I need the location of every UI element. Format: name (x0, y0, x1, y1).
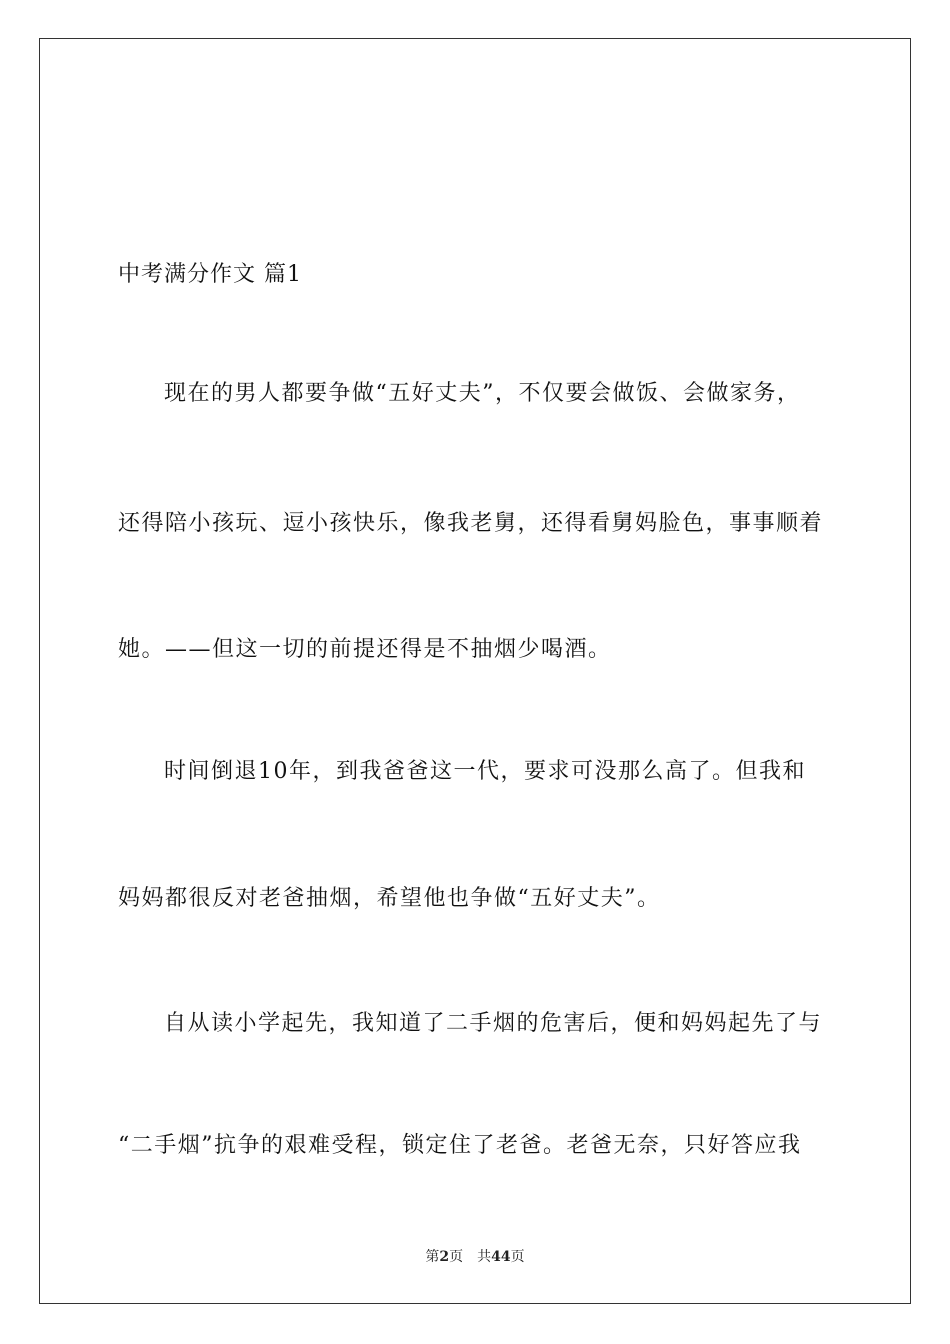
paragraph-1-line-2: 还得陪小孩玩、逗小孩快乐，像我老舅，还得看舅妈脸色，事事顺着 (118, 511, 824, 536)
essay-title: 中考满分作文 篇1 (118, 262, 302, 287)
paragraph-1-line-1: 现在的男人都要争做“五好丈夫”，不仅要会做饭、会做家务， (164, 381, 801, 406)
total-prefix: 共 (477, 1249, 492, 1265)
paragraph-3-line-2: “二手烟”抗争的艰难受程，锁定住了老爸。老爸无奈，只好答应我 (118, 1133, 802, 1158)
page-border (39, 38, 911, 1304)
page-prefix: 第 (425, 1249, 440, 1265)
paragraph-2-line-2: 妈妈都很反对老爸抽烟，希望他也争做“五好丈夫”。 (118, 886, 661, 911)
page-suffix: 页 (449, 1249, 464, 1265)
paragraph-1-line-3: 她。——但这一切的前提还得是不抽烟少喝酒。 (118, 637, 612, 662)
total-pages: 44 (491, 1249, 511, 1265)
total-suffix: 页 (510, 1249, 525, 1265)
page-footer (0, 1248, 950, 1266)
page-number: 2 (439, 1249, 450, 1265)
paragraph-2-line-1: 时间倒退10年，到我爸爸这一代，要求可没那么高了。但我和 (164, 759, 806, 784)
paragraph-3-line-1: 自从读小学起先，我知道了二手烟的危害后，便和妈妈起先了与 (164, 1011, 823, 1036)
